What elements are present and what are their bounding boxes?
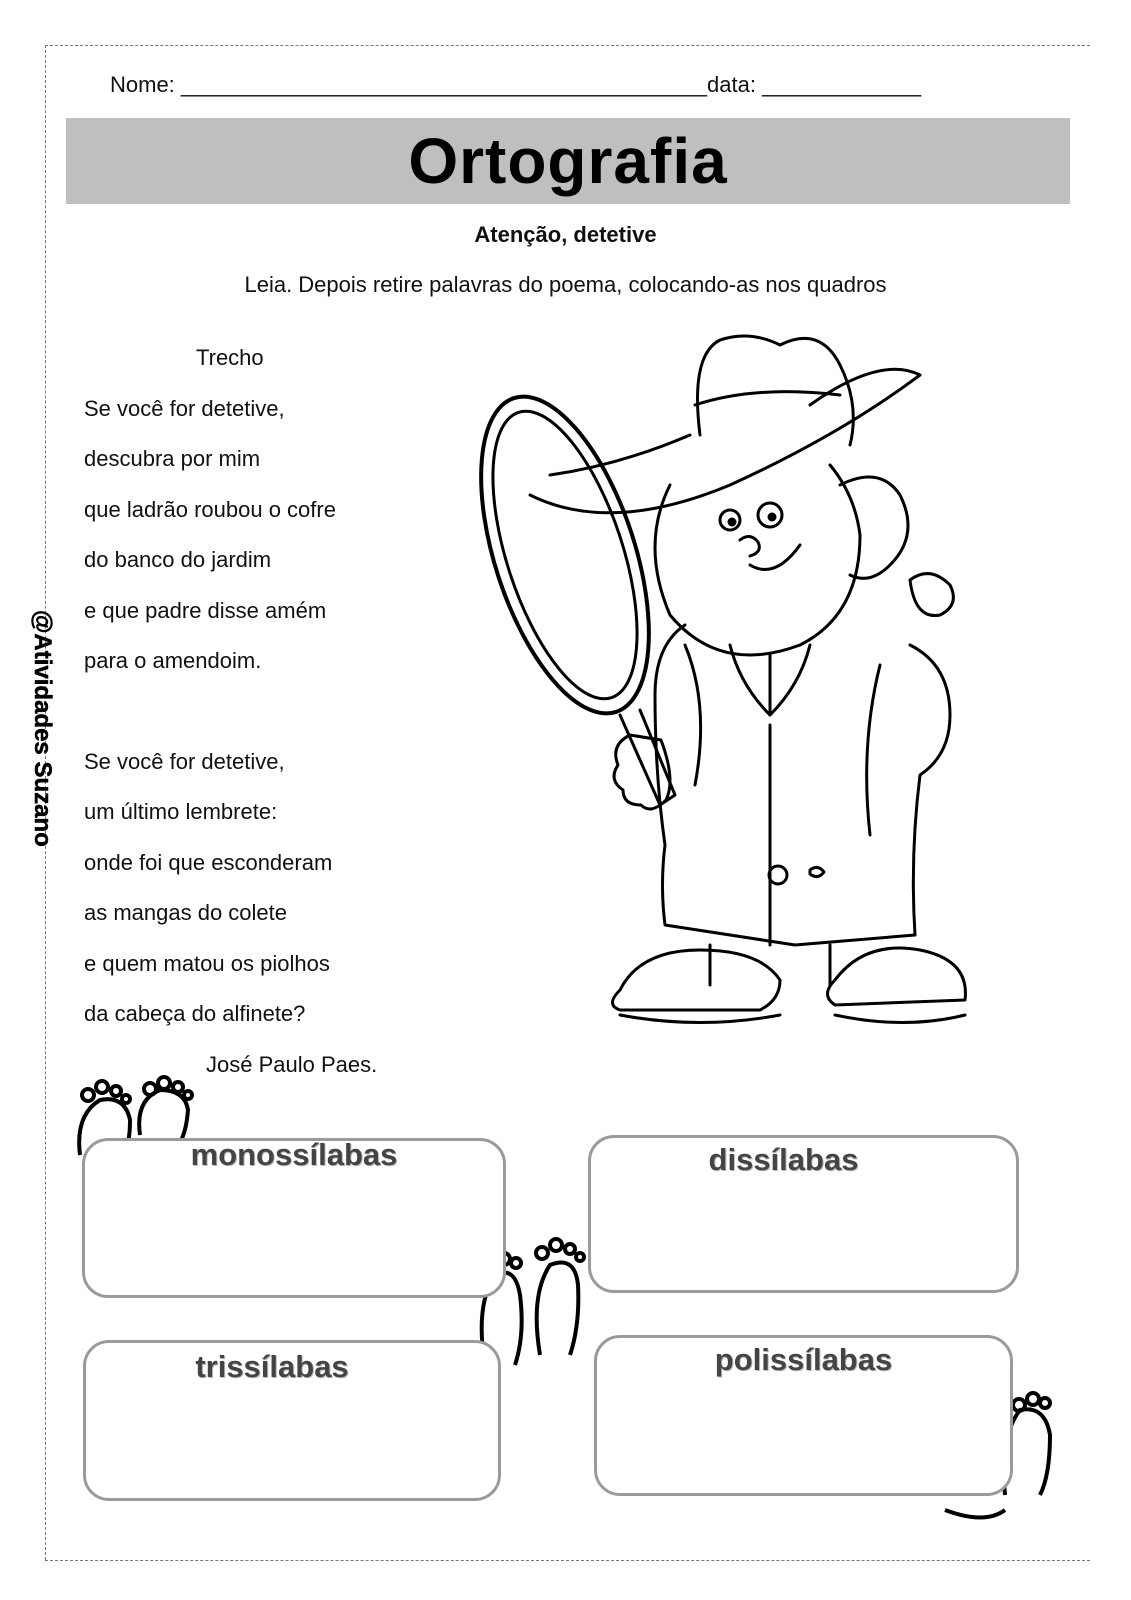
monossilabas-label: monossílabas bbox=[190, 1137, 398, 1172]
poem-line: da cabeça do alfinete? bbox=[84, 1001, 306, 1026]
polissilabas-box[interactable] bbox=[594, 1335, 1013, 1496]
nome-blank[interactable]: ___________________________________________ bbox=[180, 72, 708, 97]
monossilabas-box[interactable] bbox=[82, 1138, 506, 1298]
data-label: data: bbox=[707, 72, 756, 97]
nome-label: Nome: bbox=[110, 72, 175, 97]
poem-author: José Paulo Paes. bbox=[206, 1051, 378, 1077]
poem-line: Se você for detetive, bbox=[84, 748, 285, 774]
poem-line: e quem matou os piolhos bbox=[84, 950, 330, 976]
poem-title: Trecho bbox=[196, 345, 264, 370]
subtitle: Atenção, detetive bbox=[474, 222, 657, 247]
poem bbox=[84, 346, 377, 1103]
trissilabas-label: trissílabas bbox=[195, 1349, 349, 1384]
page-border-top bbox=[45, 45, 1090, 46]
side-credit: @Atividades Suzano bbox=[29, 610, 56, 847]
poem-line: Se você for detetive, bbox=[84, 395, 285, 421]
trissilabas-box[interactable] bbox=[83, 1340, 501, 1501]
page-title: Ortografia bbox=[408, 125, 728, 197]
instruction: Leia. Depois retire palavras do poema, colocando-as nos quadros bbox=[244, 272, 887, 297]
name-date-line bbox=[110, 72, 921, 98]
poem-line: as mangas do colete bbox=[84, 900, 288, 925]
poem-line: para o amendoim. bbox=[84, 648, 262, 673]
polissilabas-label: polissílabas bbox=[714, 1342, 893, 1377]
poem-line: e que padre disse amém bbox=[84, 597, 327, 623]
detective-illustration bbox=[470, 325, 990, 1045]
poem-line: onde foi que esconderam bbox=[84, 849, 333, 875]
poem-line: um último lembrete: bbox=[84, 799, 278, 824]
page-border-bottom bbox=[45, 1560, 1090, 1561]
poem-line: que ladrão roubou o cofre bbox=[84, 496, 336, 522]
poem-line: descubra por mim bbox=[84, 446, 261, 471]
data-blank[interactable]: _____________ bbox=[762, 72, 922, 97]
dissilabas-label: dissílabas bbox=[708, 1142, 859, 1177]
title-banner bbox=[66, 118, 1070, 204]
poem-line: do banco do jardim bbox=[84, 547, 272, 572]
dissilabas-box[interactable] bbox=[588, 1135, 1019, 1293]
